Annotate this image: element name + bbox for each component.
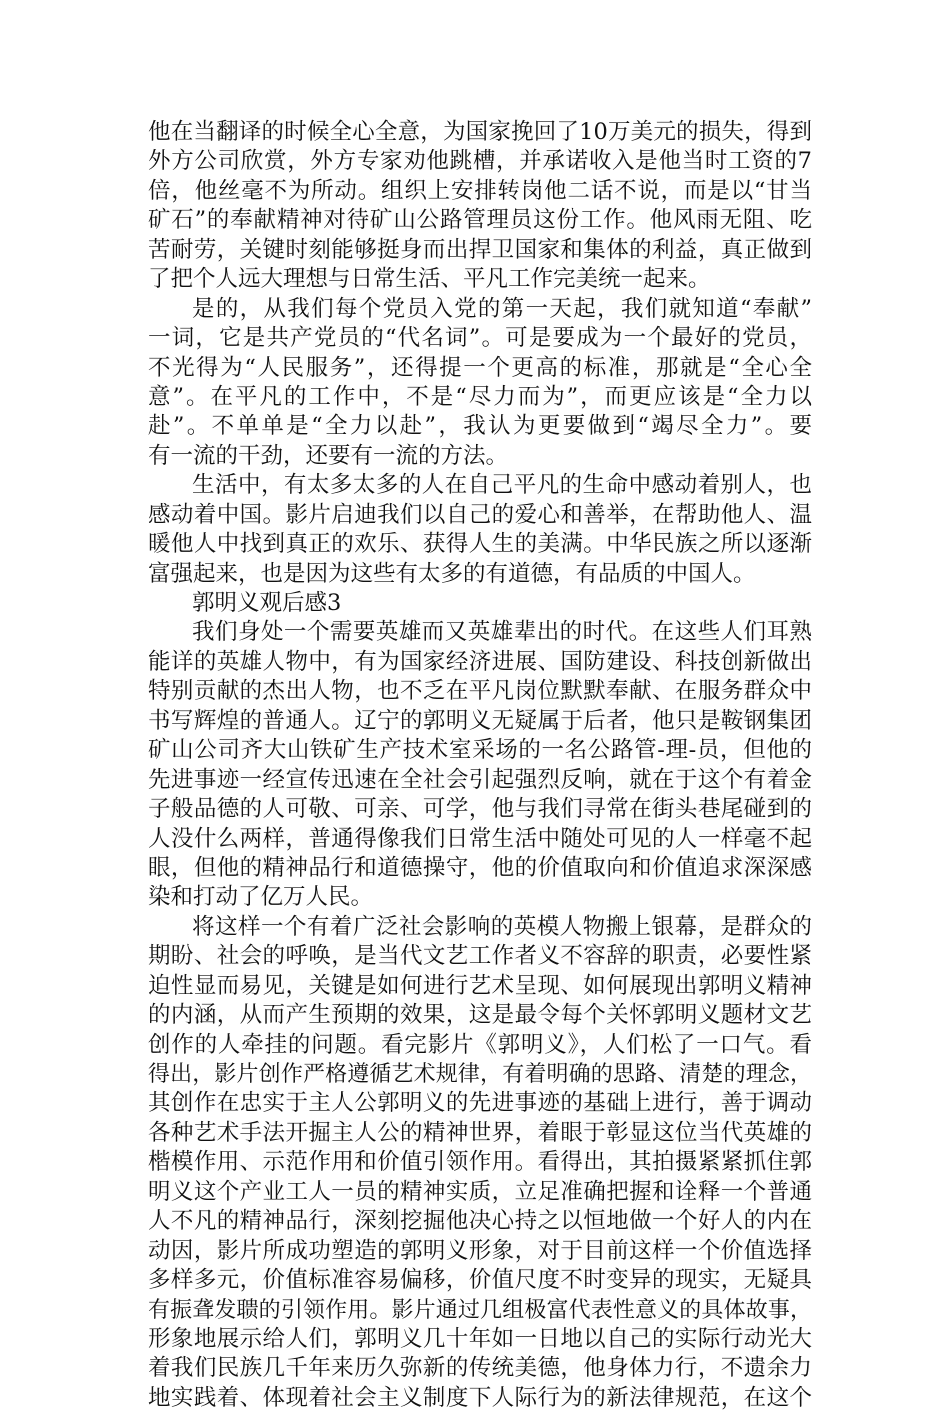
text-line: 能详的英雄人物中，有为国家经济进展、国防建设、科技创新做出: [148, 648, 812, 675]
text-line: 倍，他丝毫不为所动。组织上安排转岗他二话不说，而是以“甘当: [148, 177, 812, 204]
text-line: 将这样一个有着广泛社会影响的英模人物搬上银幕，是群众的: [192, 913, 812, 940]
text-line: 是的，从我们每个党员入党的第一天起，我们就知道“奉献”: [192, 295, 812, 322]
text-line: 先进事迹一经宣传迅速在全社会引起强烈反响，就在于这个有着金: [148, 766, 812, 793]
text-line: 他在当翻译的时候全心全意，为国家挽回了10万美元的损失，得到: [148, 119, 812, 145]
text-line: 富强起来，也是因为这些有太多的有道德，有品质的中国人。: [148, 560, 756, 587]
text-line: 书写辉煌的普通人。辽宁的郭明义无疑属于后者，他只是鞍钢集团: [148, 707, 812, 734]
text-line: 迫性显而易见，关键是如何进行艺术呈现、如何展现出郭明义精神: [148, 972, 812, 999]
text-line: 明义这个产业工人一员的精神实质，立足准确把握和诠释一个普通: [148, 1178, 812, 1205]
text-line: 了把个人远大理想与日常生活、平凡工作完美统一起来。: [148, 266, 711, 293]
text-line: 得出，影片创作严格遵循艺术规律，有着明确的思路、清楚的理念，: [148, 1062, 812, 1087]
text-line: 生活中，有太多太多的人在自己平凡的生命中感动着别人，也: [192, 472, 812, 499]
text-line: 有振聋发聩的引领作用。影片通过几组极富代表性意义的具体故事，: [148, 1297, 812, 1323]
text-line: 其创作在忠实于主人公郭明义的先进事迹的基础上进行，善于调动: [148, 1090, 812, 1117]
text-line: 创作的人牵挂的问题。看完影片《郭明义》，人们松了一口气。看: [148, 1031, 812, 1058]
text-line: 苦耐劳，关键时刻能够挺身而出捍卫国家和集体的利益，真正做到: [148, 236, 812, 263]
text-line: 一词，它是共产党员的“代名词”。可是要成为一个最好的党员，: [148, 325, 812, 352]
text-line: 矿山公司齐大山铁矿生产技术室采场的一名公路管-理-员，但他的: [148, 737, 812, 764]
text-line: 感动着中国。影片启迪我们以自己的爱心和善举，在帮助他人、温: [148, 501, 812, 528]
text-line: 子般品德的人可敬、可亲、可学，他与我们寻常在街头巷尾碰到的: [148, 796, 812, 823]
text-line: 各种艺术手法开掘主人公的精神世界，着眼于彰显这位当代英雄的: [148, 1119, 812, 1146]
text-line: 不光得为“人民服务”，还得提一个更高的标准，那就是“全心全: [148, 354, 812, 381]
text-line: 暖他人中找到真正的欢乐、获得人生的美满。中华民族之所以逐渐: [148, 531, 812, 558]
text-line: 我们身处一个需要英雄而又英雄辈出的时代。在这些人们耳熟: [192, 619, 812, 646]
text-line: 人不凡的精神品行，深刻挖掘他决心持之以恒地做一个好人的内在: [148, 1208, 812, 1235]
text-line: 的内涵，从而产生预期的效果，这是最令每个关怀郭明义题材文艺: [148, 1002, 812, 1029]
text-line: 矿石”的奉献精神对待矿山公路管理员这份工作。他风雨无阻、吃: [148, 207, 812, 234]
text-line: 外方公司欣赏，外方专家劝他跳槽，并承诺收入是他当时工资的7: [148, 148, 812, 175]
text-line: 楷模作用、示范作用和价值引领作用。看得出，其拍摄紧紧抓住郭: [148, 1149, 812, 1176]
text-line: 形象地展示给人们，郭明义几十年如一日地以自己的实际行动光大: [148, 1325, 812, 1352]
text-line: 眼，但他的精神品行和道德操守，他的价值取向和价值追求深深感: [148, 854, 812, 881]
text-line: 人没什么两样，普通得像我们日常生活中随处可见的人一样毫不起: [148, 825, 812, 852]
text-line: 意”。在平凡的工作中，不是“尽力而为”，而更应该是“全力以: [148, 383, 812, 410]
text-line: 动因，影片所成功塑造的郭明义形象，对于目前这样一个价值选择: [148, 1237, 812, 1264]
text-line: 期盼、社会的呼唤，是当代文艺工作者义不容辞的职责，必要性紧: [148, 943, 812, 970]
text-line: 有一流的干劲，还要有一流的方法。: [148, 442, 509, 469]
text-line: 特别贡献的杰出人物，也不乏在平凡岗位默默奉献、在服务群众中: [148, 678, 812, 705]
text-line: 多样多元，价值标准容易偏移，价值尺度不时变异的现实，无疑具: [148, 1267, 812, 1294]
text-line: 赴”。不单单是“全力以赴”，我认为更要做到“竭尽全力”。要: [148, 413, 812, 440]
document-body: [148, 118, 812, 1413]
section-heading: 郭明义观后感3: [192, 590, 342, 616]
text-line: 染和打动了亿万人民。: [148, 884, 374, 911]
text-line: 着我们民族几千年来历久弥新的传统美德，他身体力行，不遗余力: [148, 1355, 812, 1382]
text-line: 地实践着、体现着社会主义制度下人际行为的新法律规范，在这个: [148, 1384, 812, 1411]
